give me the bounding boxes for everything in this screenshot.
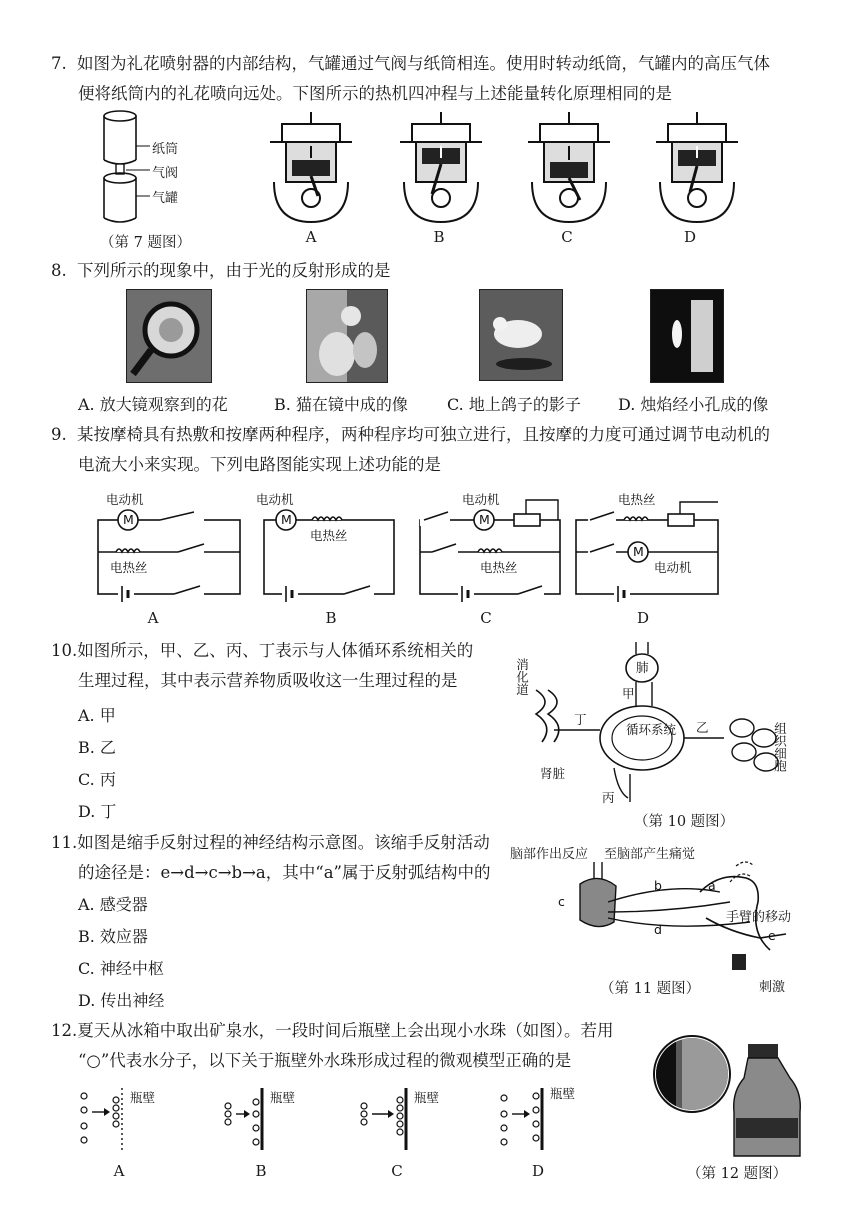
svg-text:e: e bbox=[768, 928, 776, 943]
label-brain-response: 脑部作出反应 bbox=[510, 847, 589, 862]
svg-text:电热丝: 电热丝 bbox=[110, 560, 148, 575]
svg-text:消化道: 消化道 bbox=[514, 658, 530, 696]
figure-caption: （第 7 题图） bbox=[100, 235, 191, 251]
label-arm-move: 手臂的移动 bbox=[726, 910, 792, 925]
svg-text:电热丝: 电热丝 bbox=[310, 528, 348, 543]
option-label: C bbox=[561, 228, 573, 246]
svg-text:循环系统: 循环系统 bbox=[626, 722, 677, 737]
option-b[interactable]: B. 猫在镜中成的像 bbox=[274, 395, 408, 414]
option-a[interactable]: A. 感受器 bbox=[78, 895, 148, 914]
engine-stroke-b-figure bbox=[398, 112, 484, 224]
option-label: D bbox=[636, 609, 650, 627]
svg-text:甲: 甲 bbox=[622, 686, 635, 701]
option-c[interactable]: C. 丙 bbox=[78, 770, 116, 789]
model-b-diagram bbox=[222, 1088, 312, 1150]
model-c-diagram bbox=[358, 1088, 448, 1150]
svg-text:a: a bbox=[708, 878, 716, 893]
motor-label: 电动机 bbox=[256, 492, 294, 507]
svg-text:丁: 丁 bbox=[574, 712, 587, 727]
question-text: 如图所示，甲、乙、丙、丁表示与人体循环系统相关的 bbox=[77, 641, 474, 660]
question-9 bbox=[51, 420, 770, 480]
svg-text:肾脏: 肾脏 bbox=[540, 766, 566, 781]
question-12 bbox=[51, 1016, 614, 1076]
option-label: D bbox=[531, 1162, 545, 1180]
question-number: 8. bbox=[51, 261, 67, 280]
cat-mirror-photo bbox=[306, 289, 388, 383]
option-d[interactable]: D. 烛焰经小孔成的像 bbox=[618, 395, 769, 414]
question-number: 7. bbox=[51, 54, 67, 73]
question-text: 下列所示的现象中，由于光的反射形成的是 bbox=[77, 261, 391, 280]
svg-text:M: M bbox=[123, 512, 134, 527]
question-text: 生理过程，其中表示营养物质吸收这一生理过程的是 bbox=[78, 671, 458, 690]
question-number: 9. bbox=[51, 425, 67, 444]
engine-stroke-d-figure bbox=[654, 112, 740, 224]
option-label: A bbox=[147, 609, 159, 627]
model-a-diagram bbox=[78, 1088, 168, 1150]
svg-text:M: M bbox=[281, 512, 292, 527]
option-label: D bbox=[683, 228, 697, 246]
option-label: A bbox=[113, 1162, 125, 1180]
option-label: C bbox=[480, 609, 492, 627]
svg-text:电热丝: 电热丝 bbox=[480, 560, 518, 575]
question-text: 如图为礼花喷射器的内部结构，气罐通过气阀与纸筒相连。使用时转动纸筒，气罐内的高压气体 bbox=[77, 54, 770, 73]
svg-text:丙: 丙 bbox=[602, 790, 615, 805]
svg-text:c: c bbox=[558, 894, 565, 909]
question-text: 的途径是：e→d→c→b→a，其中“a”属于反射弧结构中的 bbox=[78, 863, 491, 882]
option-label: B bbox=[325, 609, 337, 627]
option-label: B bbox=[433, 228, 445, 246]
svg-text:瓶壁: 瓶壁 bbox=[414, 1090, 440, 1105]
motor-label: 电动机 bbox=[462, 492, 500, 507]
circuit-b-diagram bbox=[256, 490, 406, 610]
circulation-diagram bbox=[514, 642, 798, 812]
figure-caption: （第 10 题图） bbox=[634, 814, 735, 830]
question-10 bbox=[51, 636, 473, 696]
option-label: A bbox=[305, 228, 317, 246]
circuit-d-diagram bbox=[574, 490, 724, 610]
svg-text:M: M bbox=[479, 512, 490, 527]
question-number: 12. bbox=[51, 1021, 78, 1040]
magnifier-flower-photo bbox=[126, 289, 212, 383]
option-b[interactable]: B. 效应器 bbox=[78, 927, 148, 946]
option-b[interactable]: B. 乙 bbox=[78, 738, 116, 757]
question-text: 夏天从冰箱中取出矿泉水，一段时间后瓶壁上会出现小水珠（如图）。若用 bbox=[77, 1021, 614, 1040]
label-stimulus: 刺激 bbox=[759, 980, 786, 995]
label-gas-tank: 气罐 bbox=[152, 191, 179, 206]
question-text: 某按摩椅具有热敷和按摩两种程序，两种程序均可独立进行，且按摩的力度可通过调节电动机的 bbox=[77, 425, 770, 444]
svg-text:组织细胞: 组织细胞 bbox=[772, 722, 788, 772]
label-valve: 气阀 bbox=[152, 166, 179, 181]
option-a[interactable]: A. 甲 bbox=[78, 706, 116, 725]
option-c[interactable]: C. 神经中枢 bbox=[78, 959, 164, 978]
option-c[interactable]: C. 地上鸽子的影子 bbox=[447, 395, 581, 414]
circuit-c-diagram bbox=[418, 490, 568, 610]
question-text: 如图是缩手反射过程的神经结构示意图。该缩手反射活动 bbox=[77, 833, 490, 852]
question-number: 11. bbox=[51, 833, 78, 852]
figure-caption: （第 12 题图） bbox=[687, 1166, 788, 1182]
svg-text:b: b bbox=[654, 878, 662, 893]
question-8 bbox=[51, 256, 391, 286]
question-11 bbox=[51, 828, 490, 888]
label-brain-pain: 至脑部产生痛觉 bbox=[604, 847, 696, 862]
svg-text:瓶壁: 瓶壁 bbox=[130, 1090, 156, 1105]
pinhole-candle-photo bbox=[650, 289, 724, 383]
question-text: 电流大小来实现。下列电路图能实现上述功能的是 bbox=[78, 455, 441, 474]
option-a[interactable]: A. 放大镜观察到的花 bbox=[78, 395, 228, 414]
svg-text:瓶壁: 瓶壁 bbox=[270, 1090, 296, 1105]
bottle-photo bbox=[652, 1034, 804, 1160]
option-d[interactable]: D. 传出神经 bbox=[78, 991, 165, 1010]
option-d[interactable]: D. 丁 bbox=[78, 802, 117, 821]
question-7 bbox=[51, 49, 770, 109]
svg-text:d: d bbox=[654, 922, 662, 937]
engine-stroke-c-figure bbox=[526, 112, 612, 224]
question-number: 10. bbox=[51, 641, 78, 660]
svg-text:电动机: 电动机 bbox=[654, 560, 692, 575]
svg-text:M: M bbox=[633, 544, 644, 559]
figure-caption: （第 11 题图） bbox=[600, 981, 701, 997]
heater-label: 电热丝 bbox=[618, 492, 656, 507]
question-text: 便将纸筒内的礼花喷向远处。下图所示的热机四冲程与上述能量转化原理相同的是 bbox=[78, 84, 672, 103]
question-text: “○”代表水分子，以下关于瓶壁外水珠形成过程的微观模型正确的是 bbox=[78, 1051, 572, 1070]
model-d-diagram bbox=[498, 1088, 588, 1150]
engine-stroke-a-figure bbox=[268, 112, 354, 224]
option-label: B bbox=[255, 1162, 267, 1180]
svg-text:肺: 肺 bbox=[636, 660, 649, 675]
svg-text:瓶壁: 瓶壁 bbox=[550, 1086, 576, 1101]
motor-label: 电动机 bbox=[106, 492, 144, 507]
svg-text:乙: 乙 bbox=[696, 720, 709, 735]
label-paper-tube: 纸筒 bbox=[152, 142, 179, 157]
option-label: C bbox=[391, 1162, 403, 1180]
pigeon-shadow-photo bbox=[479, 289, 563, 381]
circuit-a-diagram bbox=[96, 490, 246, 610]
